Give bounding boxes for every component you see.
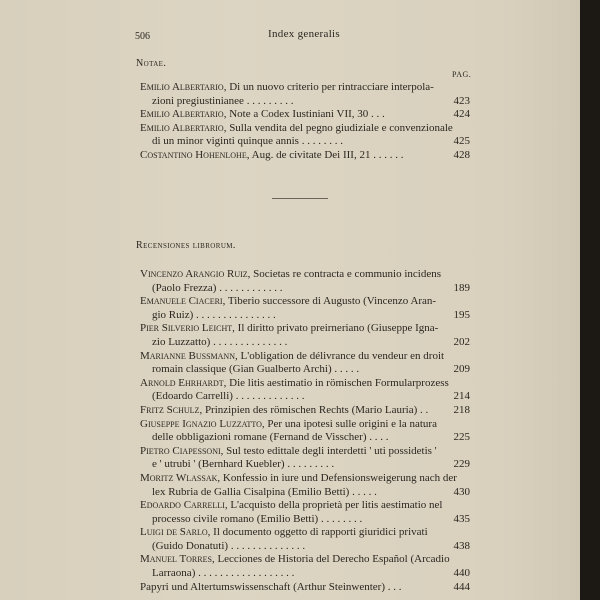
entry-author: Emilio Albertario <box>140 81 224 93</box>
entry-page: 209 <box>453 363 470 376</box>
entry-text: L'acquisto della proprietà per litis aestimatio nel <box>230 499 443 512</box>
entry-text: delle obbligazioni romane (Fernand de Visscher) <box>152 431 367 444</box>
entry-author: Moritz Wlassak <box>140 471 218 484</box>
recensio-entry: Pietro Ciapessoni, Sul testo edittale degli interdetti ' uti possidetis ' e ' utrubi ' (Bernhard Kuebler) . . . . . . . . . 229 <box>140 444 470 471</box>
entry-text: Lecciones de Historia del Derecho Español (Arcadio <box>217 553 450 566</box>
entry-author: Emilio Albertario <box>140 121 224 134</box>
entry-author: Vincenzo Arangio Ruiz <box>140 268 248 280</box>
entry-author: Manuel Torres <box>140 553 212 566</box>
entry-text: Prinzipien des römischen Rechts (Mario Lauria) <box>204 403 418 416</box>
entry-text: di un minor viginti quinque annis <box>152 135 299 148</box>
entry-author: Marianne Bussmann <box>140 349 235 362</box>
entry-author: Costantino Hohenlohe <box>140 148 247 161</box>
entry-text: Papyri und Altertumswissenschaft (Arthur Steinwenter) <box>140 580 386 593</box>
entry-text: zio Luzzatto) <box>152 335 211 348</box>
entry-page: 189 <box>453 281 470 294</box>
notae-entry: Emilio Albertario, Note a Codex Iustiniani VII, 30 . . . 424 <box>140 108 470 121</box>
entry-text: Per una ipotesi sulle origini e la natura <box>267 417 437 430</box>
entry-text: e ' utrubi ' (Bernhard Kuebler) <box>152 458 285 471</box>
entry-text: Die litis aestimatio in römischen Formularprozess <box>229 376 449 389</box>
notae-entry: Emilio Albertario, Sulla vendita del pegno giudiziale e convenzionale di un minor viginti quinque annis . . . . . . . . 425 <box>140 121 470 148</box>
recensiones-list <box>140 268 470 594</box>
entry-text: Il documento oggetto di rapporti giuridici privati <box>213 526 428 539</box>
page-edge <box>580 0 590 600</box>
entry-page: 229 <box>453 458 470 471</box>
entry-page: 424 <box>453 108 470 121</box>
entry-author: Emilio Albertario <box>140 108 224 121</box>
entry-page: 430 <box>453 485 470 498</box>
recensio-entry: Vincenzo Arangio Ruiz, Societas re contracta e communio incidens (Paolo Frezza) . . . . . . . . . . . . 189 <box>140 268 470 294</box>
recensio-entry: Giuseppe Ignazio Luzzatto, Per una ipotesi sulle origini e la natura delle obbligazioni romane (Fernand de Visscher) . . . . 225 <box>140 417 470 444</box>
entry-page: 425 <box>453 135 470 148</box>
entry-page: 438 <box>453 539 470 552</box>
entry-page: 214 <box>453 390 470 403</box>
entry-text: Aug. de civitate Dei III, 21 <box>251 148 371 161</box>
entry-text: (Paolo Frezza) <box>152 281 217 294</box>
entry-page: 202 <box>453 335 470 348</box>
entry-author: Giuseppe Ignazio Luzzatto <box>140 417 262 430</box>
entry-text: lex Rubria de Gallia Cisalpina (Emilio Betti) <box>152 485 350 498</box>
entry-author: Fritz Schulz <box>140 403 200 416</box>
recensio-entry: Pier Silverio Leicht, Il diritto privato preirneriano (Giuseppe Igna- zio Luzzatto) . . . . . . . . . . . . . . 202 <box>140 322 470 348</box>
entry-text: romain classique (Gian Gualberto Archi) <box>152 363 332 376</box>
section-title-recensiones: Recensiones librorum. <box>136 240 236 251</box>
entry-text: Il diritto privato preirneriano (Giuseppe Igna- <box>237 322 439 335</box>
entry-text: Larraona) <box>152 567 196 580</box>
entry-text: (Edoardo Carrelli) <box>152 390 233 403</box>
recensio-entry: Edoardo Carrelli, L'acquisto della proprietà per litis aestimatio nel processo civile romano (Emilio Betti) . . . . . . . . 435 <box>140 499 470 525</box>
section-divider <box>272 198 328 199</box>
entry-text: Sulla vendita del pegno giudiziale e convenzionale <box>229 121 453 134</box>
recensio-entry: Arnold Ehrhardt, Die litis aestimatio in römischen Formularprozess (Edoardo Carrelli) . . . . . . . . . . . . . 214 <box>140 376 470 403</box>
entry-page: 195 <box>453 308 470 321</box>
entry-text: processo civile romano (Emilio Betti) <box>152 512 319 525</box>
entry-text: Note a Codex Iustiniani VII, 30 <box>229 108 369 121</box>
pag-label: PAG. <box>452 70 472 79</box>
notae-entry: Emilio Albertario, Di un nuovo criterio per rintracciare interpola- zioni pregiustinianee . . . . . . . . . 423 <box>140 81 470 107</box>
header-title: Index generalis <box>268 28 340 40</box>
entry-author: Pier Silverio Leicht <box>140 322 233 335</box>
entry-text: L'obligation de délivrance du vendeur en droit <box>240 349 445 362</box>
entry-author: Arnold Ehrhardt <box>140 376 224 389</box>
entry-text: Tiberio successore di Augusto (Vincenzo Aran- <box>227 295 437 308</box>
entry-author: Emanuele Ciaceri <box>140 295 223 308</box>
recensio-entry: Emanuele Ciaceri, Tiberio successore di Augusto (Vincenzo Aran- gio Ruiz) . . . . . . . . . . . . . . . 195 <box>140 295 470 321</box>
recensio-entry: Moritz Wlassak, Konfessio in iure und Defensionsweigerung nach der lex Rubria de Gallia Cisalpina (Emilio Betti) . . . . . 430 <box>140 471 470 498</box>
entry-page: 444 <box>453 580 470 593</box>
recensio-entry: Manuel Torres, Lecciones de Historia del Derecho Español (Arcadio Larraona) . . . . . . . . . . . . . . . . . . 440 <box>140 553 470 580</box>
entry-page: 218 <box>453 403 470 416</box>
entry-author: Luigi de Sarlo <box>140 526 208 539</box>
entry-author: Edoardo Carrelli <box>140 499 225 512</box>
entry-page: 435 <box>453 512 470 525</box>
entry-author: Pietro Ciapessoni <box>140 444 221 457</box>
entry-text: Societas re contracta e communio incidens <box>253 268 442 280</box>
recensio-entry: Papyri und Altertumswissenschaft (Arthur Steinwenter) . . . 444 <box>140 580 470 593</box>
section-title-notae: Notae. <box>136 58 167 69</box>
recensio-entry: Luigi de Sarlo, Il documento oggetto di rapporti giuridici privati (Guido Donatuti) . . . . . . . . . . . . . . 438 <box>140 526 470 552</box>
entry-text: Sul testo edittale degli interdetti ' uti possidetis ' <box>226 444 437 457</box>
notae-list <box>140 81 470 163</box>
recensio-entry: Marianne Bussmann, L'obligation de délivrance du vendeur en droit romain classique (Gian Gualberto Archi) . . . . . 209 <box>140 349 470 376</box>
notae-entry: Costantino Hohenlohe, Aug. de civitate Dei III, 21 . . . . . . 428 <box>140 148 470 161</box>
entry-text: zioni pregiustinianee <box>152 94 244 107</box>
entry-page: 440 <box>453 567 470 580</box>
entry-text: Konfessio in iure und Defensionsweigerung nach der <box>222 471 457 484</box>
entry-page: 428 <box>453 148 470 161</box>
entry-text: (Guido Donatuti) <box>152 539 229 552</box>
entry-text: Di un nuovo criterio per rintracciare interpola- <box>229 81 434 93</box>
header-page-number: 506 <box>135 31 150 42</box>
entry-page: 423 <box>453 94 470 107</box>
entry-page: 225 <box>453 431 470 444</box>
recensio-entry: Fritz Schulz, Prinzipien des römischen Rechts (Mario Lauria) . . 218 <box>140 403 470 416</box>
entry-text: gio Ruiz) <box>152 308 194 321</box>
